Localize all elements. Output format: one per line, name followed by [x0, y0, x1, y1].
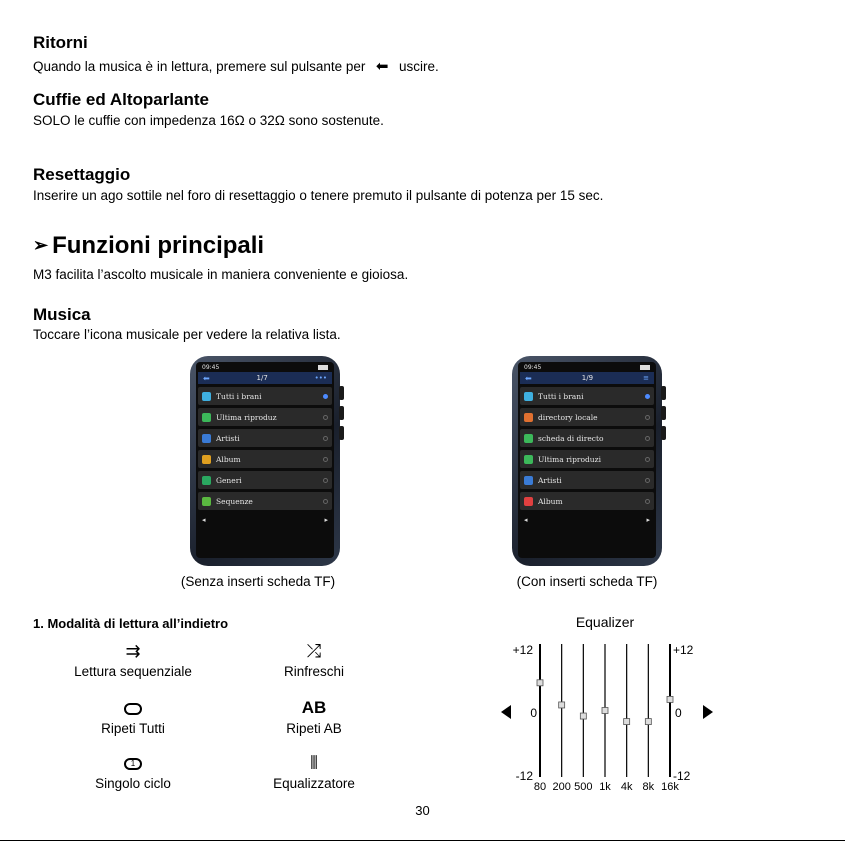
radio-icon [645, 436, 650, 441]
album-icon [202, 455, 211, 464]
menu-item[interactable]: Tutti i brani [198, 387, 332, 405]
eq-freq-label: 4k [620, 781, 633, 793]
battery-icon [318, 365, 328, 370]
arrow-bullet-icon: ➢ [33, 235, 49, 255]
player-device-with-tf [512, 356, 662, 566]
menu-item[interactable]: directory locale [520, 408, 654, 426]
eq-freq-label: 500 [574, 781, 593, 793]
menu-item[interactable]: Generi [198, 471, 332, 489]
eq-band-knob [602, 708, 608, 714]
radio-icon [645, 394, 650, 399]
equalizer-icon: ⫴ [310, 753, 318, 773]
sequential-icon: ⇉ [125, 641, 141, 661]
modes-heading: 1. Modalità di lettura all’indietro [33, 616, 229, 631]
page-number: 30 [415, 803, 430, 818]
eq-right-mid-label: 0 [675, 706, 682, 720]
eq-freq-label: 80 [533, 781, 547, 793]
menu-list [196, 384, 334, 516]
eq-freq-label: 200 [552, 781, 571, 793]
eq-band-knob [559, 702, 565, 708]
music-icon [202, 392, 211, 401]
menu-item[interactable]: Sequenze [198, 492, 332, 510]
eq-left-bottom-label: -12 [515, 769, 533, 783]
mode-repeat-one: 1 Singolo ciclo [53, 753, 213, 791]
menu-item[interactable]: Ultima riproduzi [520, 450, 654, 468]
eq-freq-label: 8k [642, 781, 655, 793]
more-icon[interactable]: ••• [314, 374, 327, 382]
back-arrow-icon[interactable]: ⬅ [203, 373, 210, 383]
eq-band-knob [580, 713, 586, 719]
radio-icon [323, 478, 328, 483]
ritorni-heading: Ritorni [33, 33, 88, 52]
menu-item[interactable]: scheda di directo [520, 429, 654, 447]
musica-heading: Musica [33, 305, 91, 324]
eq-right-bottom-label: -12 [673, 769, 691, 783]
eq-right-top-label: +12 [673, 643, 694, 657]
mode-sequential: ⇉ Lettura sequenziale [53, 641, 213, 679]
cuffie-text: SOLO le cuffie con impedenza 16Ω o 32Ω sono sostenute. [33, 113, 384, 128]
ritorni-text: Quando la musica è in lettura, premere sul pulsante per ⬅ uscire. [33, 58, 439, 75]
eq-freq-label: 16k [661, 781, 679, 793]
radio-icon [323, 394, 328, 399]
radio-icon [645, 415, 650, 420]
radio-icon [323, 499, 328, 504]
prev-page-icon[interactable]: ◂ [202, 516, 206, 524]
eq-band-knob [624, 719, 630, 725]
player-device-no-tf [190, 356, 340, 566]
reset-heading: Resettaggio [33, 165, 131, 184]
eq-band-knob [667, 696, 673, 702]
funzioni-heading: ➢ Funzioni principali [33, 232, 265, 259]
mode-repeat-ab: AB Ripeti AB [234, 698, 394, 736]
sd-card-icon [524, 434, 533, 443]
reset-text: Inserire un ago sottile nel foro di resettaggio o tenere premuto il pulsante di potenza per 15 sec. [33, 188, 604, 203]
cuffie-heading: Cuffie ed Altoparlante [33, 90, 209, 109]
recent-icon [202, 413, 211, 422]
eq-left-mid-label: 0 [530, 706, 537, 720]
eq-left-top-label: +12 [512, 643, 533, 657]
next-page-icon[interactable]: ▸ [324, 516, 328, 524]
equalizer-graphic [495, 632, 725, 802]
radio-icon [645, 457, 650, 462]
eq-left-arrow-icon [501, 705, 511, 719]
radio-icon [645, 478, 650, 483]
player-screen: 09:45 ⬅ 1/9 ≡ Tutti i brani directory locale scheda di directo Ultima riproduzi Artisti Album ◂ ▸ [518, 362, 656, 558]
radio-icon [323, 436, 328, 441]
radio-icon [645, 499, 650, 504]
mode-shuffle: ⤮ Rinfreschi [234, 641, 394, 679]
artist-icon [524, 476, 533, 485]
prev-page-icon[interactable]: ◂ [524, 516, 528, 524]
folder-icon [524, 413, 533, 422]
list-menu-icon[interactable]: ≡ [643, 374, 649, 382]
repeat-one-icon: 1 [53, 753, 213, 773]
music-icon [524, 392, 533, 401]
menu-item[interactable]: Artisti [198, 429, 332, 447]
mode-repeat-all: Ripeti Tutti [53, 698, 213, 736]
back-arrow-icon[interactable]: ⬅ [525, 373, 532, 383]
artist-icon [202, 434, 211, 443]
eq-right-arrow-icon [703, 705, 713, 719]
caption-with-tf: (Con inserti scheda TF) [516, 574, 658, 589]
bottom-rule [0, 840, 845, 841]
next-page-icon[interactable]: ▸ [646, 516, 650, 524]
album-icon [524, 497, 533, 506]
menu-item[interactable]: Tutti i brani [520, 387, 654, 405]
eq-band-knob [645, 719, 651, 725]
genre-icon [202, 476, 211, 485]
musica-text: Toccare l’icona musicale per vedere la relativa lista. [33, 327, 341, 342]
playlist-icon [202, 497, 211, 506]
repeat-ab-icon: AB [301, 698, 327, 717]
caption-no-tf: (Senza inserti scheda TF) [180, 574, 336, 589]
repeat-all-icon [53, 698, 213, 718]
player-screen: 09:45 ⬅ 1/7 ••• Tutti i brani Ultima riproduz Artisti Album Generi Sequenze ◂ ▸ [196, 362, 334, 558]
menu-item[interactable]: Ultima riproduz [198, 408, 332, 426]
menu-item[interactable]: Artisti [520, 471, 654, 489]
equalizer-title: Equalizer [575, 614, 635, 630]
funzioni-text: M3 facilita l’ascolto musicale in maniera conveniente e gioiosa. [33, 267, 409, 282]
radio-icon [323, 415, 328, 420]
menu-item[interactable]: Album [520, 492, 654, 510]
eq-band-knob [537, 680, 543, 686]
mode-equalizer: ⫴ Equalizzatore [234, 753, 394, 791]
radio-icon [323, 457, 328, 462]
menu-item[interactable]: Album [198, 450, 332, 468]
battery-icon [640, 365, 650, 370]
back-arrow-icon: ⬅ [375, 58, 389, 75]
menu-list [518, 384, 656, 516]
recent-icon [524, 455, 533, 464]
shuffle-icon: ⤮ [306, 641, 322, 661]
eq-freq-label: 1k [599, 781, 611, 793]
